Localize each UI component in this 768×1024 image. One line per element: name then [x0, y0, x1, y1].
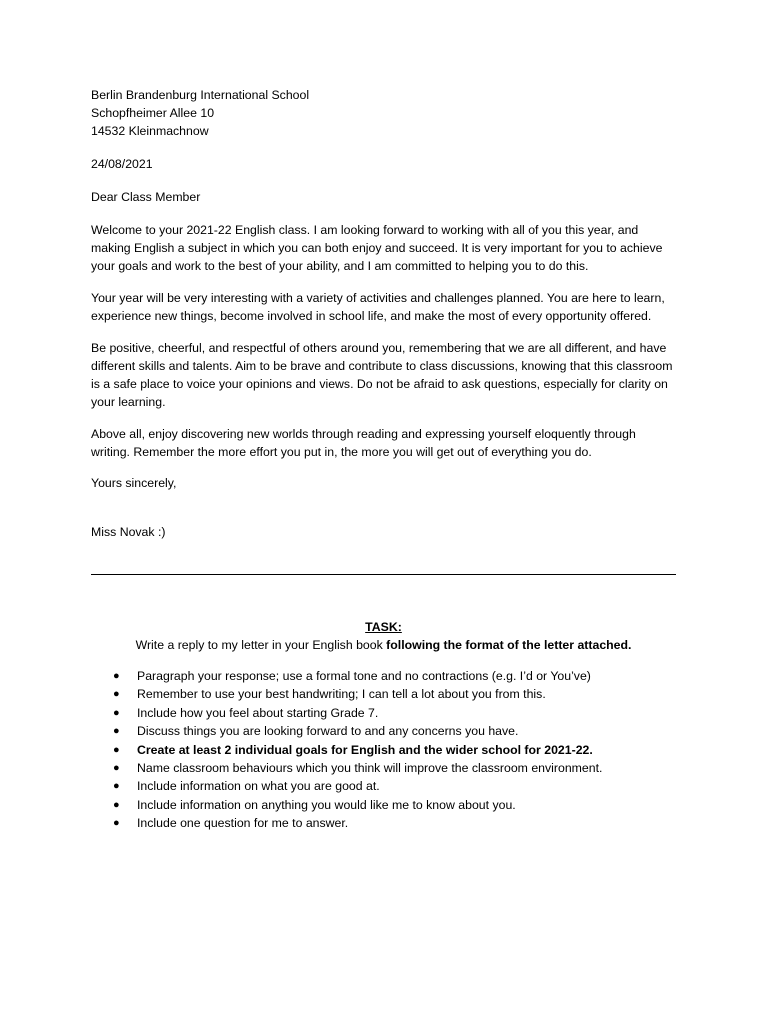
address-line-school: Berlin Brandenburg International School — [91, 88, 310, 102]
list-item — [91, 741, 676, 759]
list-item — [91, 704, 676, 722]
salutation: Dear Class Member — [91, 190, 201, 204]
list-item-text: Include information on what you are good at. — [137, 779, 380, 794]
bullet-icon: ● — [113, 706, 120, 719]
bullet-icon: ● — [113, 780, 120, 793]
list-item-text: Include how you feel about starting Grade 7. — [137, 705, 379, 720]
closing: Yours sincerely, — [91, 476, 177, 490]
list-item-text: Paragraph your response; use a formal tone and no contractions (e.g. I’d or You’ve) — [137, 669, 591, 683]
bullet-icon: ● — [113, 817, 120, 830]
task-instruction-text: Write a reply to my letter in your English book — [135, 638, 387, 652]
task-list — [91, 667, 676, 833]
list-item — [91, 796, 676, 814]
bullet-icon: ● — [113, 670, 120, 682]
paragraph-positive: Be positive, cheerful, and respectful of others around you, remembering that we are all different, and have different skills and talents. Aim to be brave and contribute to class discussions, knowing that this classroom is a safe place to voice your opinions and views. Do not be afraid to ask questions, especially for clarity on your learning. — [91, 341, 673, 409]
list-item-text: Create at least 2 individual goals for English and the wider school for 2021-22. — [137, 742, 593, 757]
list-item-text: Remember to use your best handwriting; I can tell a lot about you from this. — [137, 687, 546, 702]
task-instruction-emphasis: following the format of the letter attached. — [386, 638, 632, 652]
bullet-icon: ● — [113, 798, 120, 811]
list-item — [91, 759, 676, 777]
list-item-text: Include information on anything you would like me to know about you. — [137, 797, 516, 812]
list-item — [91, 667, 676, 685]
letter-date: 24/08/2021 — [91, 157, 153, 171]
divider-line — [91, 574, 676, 575]
address-line-street: Schopfheimer Allee 10 — [91, 106, 215, 120]
task-instruction — [91, 636, 676, 654]
list-item-text: Discuss things you are looking forward to and any concerns you have. — [137, 724, 519, 739]
signature: Miss Novak :) — [91, 525, 166, 539]
list-item — [91, 777, 676, 795]
sender-address — [91, 86, 676, 140]
list-item — [91, 685, 676, 703]
list-item-text: Name classroom behaviours which you think will improve the classroom environment. — [137, 761, 603, 776]
list-item-text: Include one question for me to answer. — [137, 816, 349, 831]
bullet-icon: ● — [113, 688, 120, 701]
paragraph-welcome: Welcome to your 2021-22 English class. I am looking forward to working with all of you this year, and making English a subject in which you can both enjoy and succeed. It is very important for you to achieve your goals and work to the best of your ability, and I am committed to helping you to do this. — [91, 223, 663, 273]
list-item — [91, 722, 676, 740]
bullet-icon: ● — [113, 743, 120, 756]
task-section — [91, 618, 676, 833]
task-title: TASK: — [365, 620, 402, 634]
bullet-icon: ● — [113, 725, 120, 738]
list-item — [91, 814, 676, 832]
paragraph-above-all: Above all, enjoy discovering new worlds through reading and expressing yourself eloquently through writing. Remember the more effort you put in, the more you will get out of everything you do. — [91, 427, 636, 459]
address-line-city: 14532 Kleinmachnow — [91, 124, 209, 138]
bullet-icon: ● — [113, 762, 120, 775]
letter — [91, 86, 676, 541]
paragraph-year: Your year will be very interesting with a variety of activities and challenges planned. You are here to learn, experience new things, become involved in school life, and make the most of every opportunity offered. — [91, 291, 665, 323]
